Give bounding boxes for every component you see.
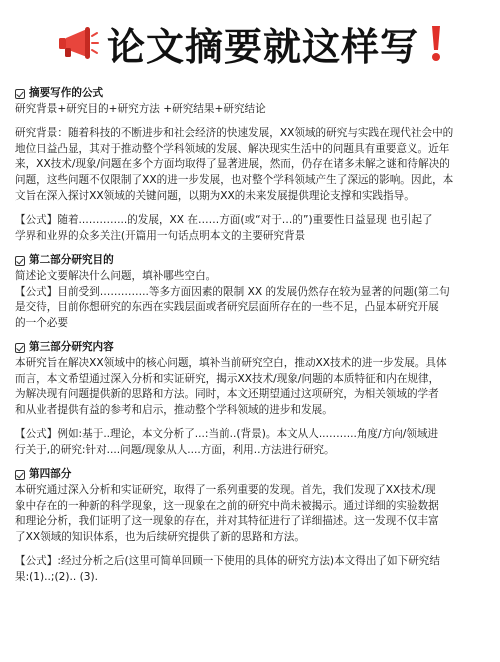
paragraph-line: 研究背景：随着科技的不断进步和社会经济的快速发展，XX领域的研究与实践在现代社会中的 bbox=[15, 127, 454, 140]
paragraph-line: 地位日益凸显，其对于推动整个学科领域的发展、解决现实生活中的问题具有重要意义。近年 bbox=[15, 142, 450, 155]
paragraph-line: 【公式】目前受到…………..等多方面因素的限制 XX 的发展仍然存在较为显著的问题(第二句 bbox=[15, 285, 450, 298]
paragraph-line: 和从业者提供有益的参考和启示，推动整个学科领域的进步和发展。 bbox=[15, 403, 333, 416]
paragraph-line: 行关于,的研究:针对....问题/现象从人....方面，利用..方法进行研究。 bbox=[15, 443, 335, 456]
paragraph-line: 问题，这些问题不仅限制了XX的进一步发展，也对整个学科领域产生了深远的影响。因此，本 bbox=[15, 173, 454, 186]
paragraph-line: 【公式】例如:基于..理论，本文分析了...:当前..(背景)。本文从人..……...角度/方向/领域进 bbox=[15, 428, 439, 441]
section-heading: 第二部分研究目的 bbox=[15, 253, 485, 269]
paragraph-line: 和理论分析，我们证明了这一现象的存在，并对其特征进行了详细描述。这一发现不仅丰富 bbox=[15, 515, 439, 528]
exclamation-icon bbox=[429, 24, 443, 62]
paragraph-line: 简述论文要解决什么问题，填补哪些空白。 bbox=[15, 269, 217, 282]
checkbox-icon bbox=[15, 470, 25, 480]
paragraph-line: 果:(1)..;(2).. (3). bbox=[15, 571, 98, 584]
paragraph-line: 而言，本文希望通过深入分析和实证研究，揭示XX技术/现象/问题的本质特征和内在规律， bbox=[15, 372, 440, 385]
paragraph-line: 的一个必要 bbox=[15, 316, 68, 329]
megaphone-icon bbox=[57, 26, 99, 60]
paragraph-line: 研究背景+研究目的+研究方法 +研究结果+研究结论 bbox=[15, 102, 266, 115]
paragraph-line: 学界和业界的众多关注(开篇用一句话点明本文的主要研究背景 bbox=[15, 229, 306, 242]
paragraph-line: 是交待，目前你想研究的东西在实践层面或者研究层面所存在的一些不足，凸显本研究开展 bbox=[15, 301, 439, 314]
checkbox-icon bbox=[15, 343, 25, 353]
paragraph-line: 本研究旨在解决XX领域中的核心问题，填补当前研究空白，推动XX技术的进一步发展。具体 bbox=[15, 356, 447, 369]
checkbox-icon bbox=[15, 256, 25, 266]
article-body bbox=[15, 86, 485, 586]
paragraph-line: 【公式】:经过分析之后(这里可简单回顾一下使用的具体的研究方法)本文得出了如下研究结 bbox=[15, 555, 440, 568]
section-heading: 第三部分研究内容 bbox=[15, 340, 485, 356]
paragraph-line: 来，XX技术/现象/问题在多个方面均取得了显著进展，然而，仍存在诸多未解之谜和待解决的 bbox=[15, 158, 450, 171]
header bbox=[15, 0, 485, 86]
paragraph-line: 文旨在深入探讨XX领域的关键问题，以期为XX的未来发展提供理论支撑和实践指导。 bbox=[15, 189, 415, 202]
page-title: 论文摘要就这样写 bbox=[106, 24, 419, 69]
paragraph-line: 为解决现有问题提供新的思路和方法。同时，本文还期望通过这项研究，为相关领域的学者 bbox=[15, 388, 439, 401]
paragraph-line: 【公式】随着..………...的发展，XX 在……方面(或“对于…的”)重要性日益显现 也引起了 bbox=[15, 214, 433, 227]
paragraph-line: 本研究通过深入分析和实证研究，取得了一系列重要的发现。首先，我们发现了XX技术/现 bbox=[15, 484, 436, 497]
paragraph-line: 象中存在的一种新的科学现象，这一现象在之前的研究中尚未被揭示。通过详细的实验数据 bbox=[15, 499, 439, 512]
paragraph-line: 了XX领域的知识体系，也为后续研究提供了新的思路和方法。 bbox=[15, 530, 305, 543]
section-heading: 第四部分 bbox=[15, 467, 485, 483]
section-heading: 摘要写作的公式 bbox=[15, 86, 485, 102]
checkbox-icon bbox=[15, 89, 25, 99]
